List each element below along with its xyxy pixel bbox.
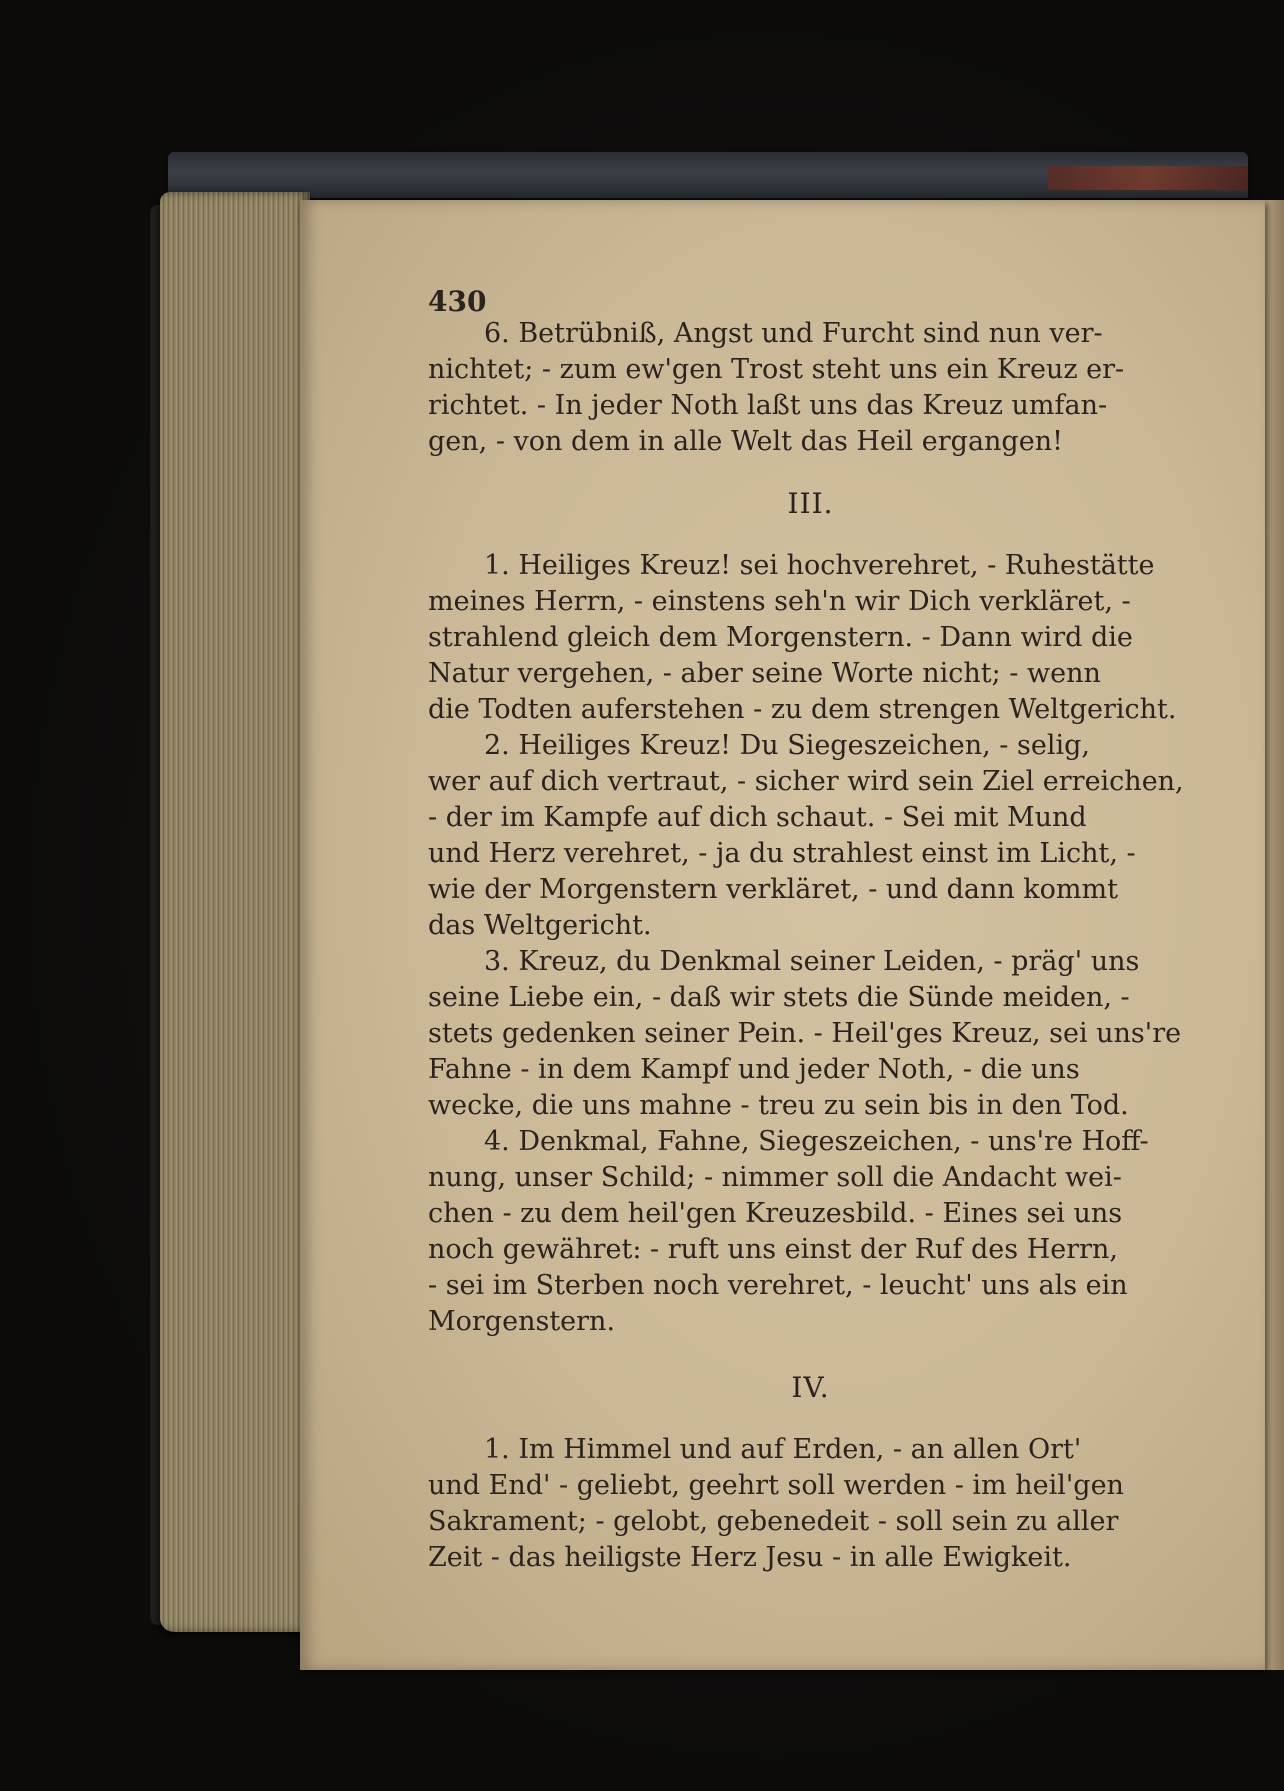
text-line: chen - zu dem heil'gen Kreuzesbild. - Eines sei uns xyxy=(428,1198,1123,1229)
text-line: wer auf dich vertraut, - sicher wird sein Ziel erreichen, xyxy=(428,766,1184,797)
text-line: meines Herrn, - einstens seh'n wir Dich verkläret, - xyxy=(428,586,1131,617)
text-line: richtet. - In jeder Noth laßt uns das Kreuz umfan- xyxy=(428,390,1108,421)
book-page xyxy=(300,200,1265,1670)
text-line: das Weltgericht. xyxy=(428,910,652,941)
text-line: seine Liebe ein, - daß wir stets die Sünde meiden, - xyxy=(428,982,1130,1013)
book-cover xyxy=(168,152,1248,198)
facing-page-edge xyxy=(1262,200,1284,1670)
section-heading-III: III. xyxy=(787,487,834,520)
text-line: und End' - geliebt, geehrt soll werden - im heil'gen xyxy=(428,1470,1124,1501)
text-line: - der im Kampfe auf dich schaut. - Sei mit Mund xyxy=(428,802,1087,833)
stanza-IV-1 xyxy=(428,1432,1193,1576)
text-line: und Herz verehret, - ja du strahlest einst im Licht, - xyxy=(428,838,1136,869)
text-line: 2. Heiliges Kreuz! Du Siegeszeichen, - selig, xyxy=(484,730,1090,761)
text-line: strahlend gleich dem Morgenstern. - Dann wird die xyxy=(428,622,1133,653)
text-line: die Todten auferstehen - zu dem strengen Weltgericht. xyxy=(428,694,1177,725)
text-line: stets gedenken seiner Pein. - Heil'ges Kreuz, sei uns're xyxy=(428,1018,1182,1049)
text-line: nichtet; - zum ew'gen Trost steht uns ein Kreuz er- xyxy=(428,354,1125,385)
text-line: 4. Denkmal, Fahne, Siegeszeichen, - uns're Hoff- xyxy=(484,1126,1149,1157)
section-heading-IV: IV. xyxy=(791,1371,830,1404)
text-line: noch gewähret: - ruft uns einst der Ruf des Herrn, xyxy=(428,1234,1119,1265)
text-line: 3. Kreuz, du Denkmal seiner Leiden, - präg' uns xyxy=(484,946,1140,977)
text-line: Natur vergehen, - aber seine Worte nicht; - wenn xyxy=(428,658,1101,689)
page-text xyxy=(428,282,1193,1576)
text-line: Sakrament; - gelobt, gebenedeit - soll sein zu aller xyxy=(428,1506,1119,1537)
page-number: 430 xyxy=(428,285,487,318)
gilded-page-edges xyxy=(160,192,310,1632)
text-line: 6. Betrübniß, Angst und Furcht sind nun ver- xyxy=(484,318,1103,349)
text-line: Fahne - in dem Kampf und jeder Noth, - die uns xyxy=(428,1054,1080,1085)
text-line: Zeit - das heiligste Herz Jesu - in alle Ewigkeit. xyxy=(428,1542,1072,1573)
text-line: - sei im Sterben noch verehret, - leucht' uns als ein xyxy=(428,1270,1128,1301)
stanza-6 xyxy=(428,316,1193,460)
text-line: 1. Im Himmel und auf Erden, - an allen Ort' xyxy=(484,1434,1082,1465)
text-line: Morgenstern. xyxy=(428,1306,616,1337)
text-line: 1. Heiliges Kreuz! sei hochverehret, - Ruhestätte xyxy=(484,550,1155,581)
stanza-III-4 xyxy=(428,1124,1193,1340)
text-line: gen, - von dem in alle Welt das Heil ergangen! xyxy=(428,426,1063,457)
stanza-III-2 xyxy=(428,728,1193,944)
text-line: nung, unser Schild; - nimmer soll die Andacht wei- xyxy=(428,1162,1122,1193)
text-line: wecke, die uns mahne - treu zu sein bis in den Tod. xyxy=(428,1090,1129,1121)
stanza-III-1 xyxy=(428,548,1193,728)
text-line: wie der Morgenstern verkläret, - und dann kommt xyxy=(428,874,1118,905)
stanza-III-3 xyxy=(428,944,1193,1124)
